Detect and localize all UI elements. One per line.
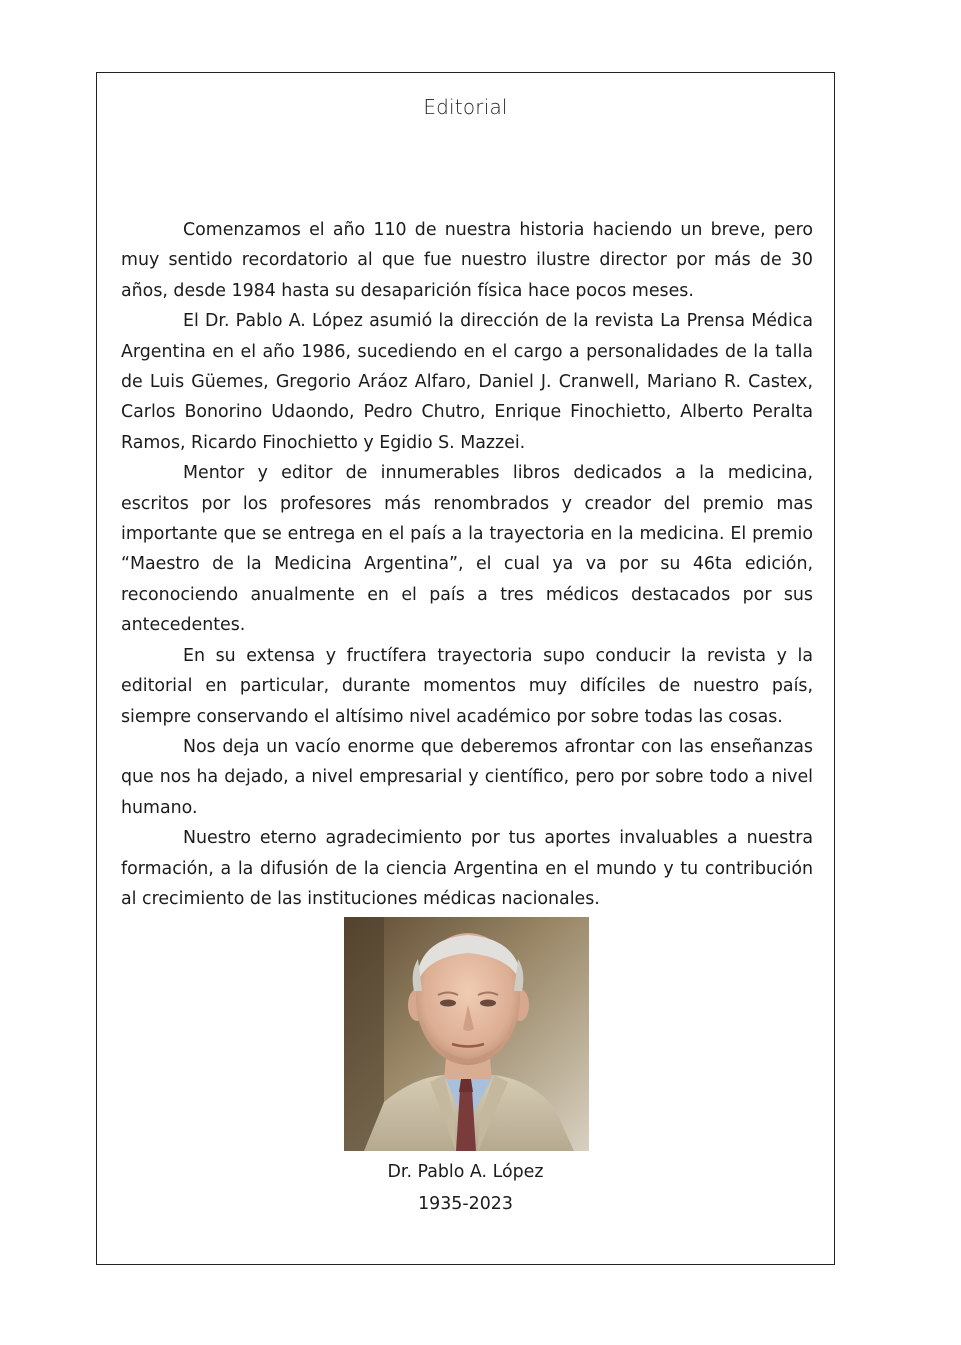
- editorial-body: [121, 215, 813, 914]
- paragraph: El Dr. Pablo A. López asumió la dirección de la revista La Prensa Médica Argentina en el año 1986, sucediendo en el cargo a personalidades de la talla de Luis Güemes, Gregorio Aráoz Alfaro, Daniel J. Cranwell, Mariano R. Castex, Carlos Bonorino Udaondo, Pedro Chutro, Enrique Finochietto, Alberto Peralta Ramos, Ricardo Finochietto y Egidio S. Mazzei.: [121, 311, 813, 453]
- portrait-caption-name: Dr. Pablo A. López: [387, 1162, 544, 1182]
- page-title: Editorial: [423, 95, 508, 119]
- portrait-photo: [344, 917, 589, 1151]
- portrait-caption-years: 1935-2023: [418, 1194, 513, 1214]
- paragraph: Mentor y editor de innumerables libros dedicados a la medicina, escritos por los profesores más renombrados y creador del premio mas importante que se entrega en el país a la trayectoria en la medicina. El premio “Maestro de la Medicina Argentina”, el cual ya va por su 46ta edición, reconociendo anualmente en el país a tres médicos destacados por sus antecedentes.: [121, 463, 813, 636]
- portrait-image: [344, 917, 589, 1151]
- paragraph: En su extensa y fructífera trayectoria supo conducir la revista y la editorial en particular, durante momentos muy difíciles de nuestro país, siempre conservando el altísimo nivel académico por sobre todas las cosas.: [121, 645, 813, 727]
- paragraph: Comenzamos el año 110 de nuestra historia haciendo un breve, pero muy sentido recordatorio al que fue nuestro ilustre director por más de 30 años, desde 1984 hasta su desaparición física hace pocos meses.: [121, 220, 813, 301]
- page-frame: [96, 72, 835, 1265]
- paragraph: Nuestro eterno agradecimiento por tus aportes invaluables a nuestra formación, a la difusión de la ciencia Argentina en el mundo y tu contribución al crecimiento de las instituciones médicas nacionales.: [121, 828, 813, 909]
- paragraph: Nos deja un vacío enorme que deberemos afrontar con las enseñanzas que nos ha dejado, a nivel empresarial y científico, pero por sobre todo a nivel humano.: [121, 736, 813, 818]
